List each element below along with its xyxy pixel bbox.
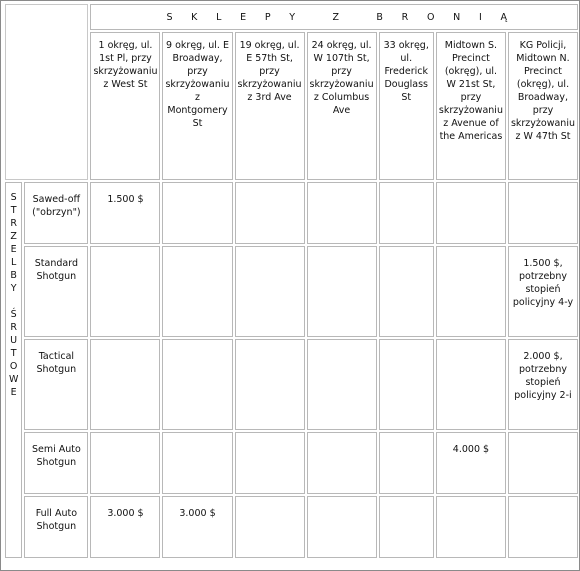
price-cell bbox=[235, 339, 305, 430]
store-header bbox=[508, 32, 578, 180]
price-cell bbox=[90, 246, 160, 337]
store-header-label: KG Policji, Midtown N. Precinct (okręg), ul. Broadway, przy skrzyżowaniu z W 47th St bbox=[510, 40, 575, 142]
price-cell bbox=[307, 339, 377, 430]
corner-cell bbox=[5, 4, 88, 180]
weapon-name: Standard Shotgun bbox=[24, 246, 88, 337]
price-cell bbox=[508, 339, 578, 430]
price-value: 3.000 $ bbox=[179, 508, 216, 519]
price-cell bbox=[379, 182, 434, 244]
table-row bbox=[5, 432, 578, 494]
store-header bbox=[436, 32, 506, 180]
shops-title-letter: E bbox=[240, 11, 247, 23]
price-cell bbox=[307, 246, 377, 337]
weapon-name: Tactical Shotgun bbox=[24, 339, 88, 430]
price-cell bbox=[235, 182, 305, 244]
price-cell bbox=[162, 496, 232, 558]
weapon-name: Sawed-off ("obrzyn") bbox=[24, 182, 88, 244]
price-cell bbox=[436, 339, 506, 430]
price-cell bbox=[379, 496, 434, 558]
table-row bbox=[5, 182, 578, 244]
price-cell bbox=[379, 432, 434, 494]
price-cell bbox=[162, 246, 232, 337]
price-cell bbox=[508, 182, 578, 244]
category-side-letter: S bbox=[10, 192, 17, 203]
category-side-letter: R bbox=[10, 218, 17, 229]
store-header bbox=[379, 32, 434, 180]
price-cell bbox=[90, 182, 160, 244]
table-row bbox=[5, 496, 578, 558]
price-cell bbox=[307, 496, 377, 558]
price-cell bbox=[90, 496, 160, 558]
price-cell bbox=[436, 246, 506, 337]
table-row bbox=[5, 339, 578, 430]
store-header bbox=[235, 32, 305, 180]
category-side-letter: U bbox=[10, 335, 18, 346]
category-side-letter: B bbox=[10, 270, 17, 281]
category-side-letter: W bbox=[8, 374, 19, 385]
category-side-label bbox=[5, 182, 22, 558]
price-value: 1.500 $, potrzebny stopień policyjny 4-y bbox=[512, 258, 574, 308]
category-side-letter: Y bbox=[10, 283, 17, 294]
category-side-letter: O bbox=[9, 361, 18, 372]
category-side-letter: E bbox=[10, 244, 17, 255]
price-cell bbox=[90, 339, 160, 430]
shops-title-letter: Y bbox=[289, 11, 296, 23]
store-header-label: 33 okręg, ul. Frederick Douglass St bbox=[383, 40, 429, 103]
shops-title-letter: Ą bbox=[500, 11, 507, 23]
shops-title-letter: Z bbox=[332, 11, 339, 23]
store-header-label: 24 okręg, ul. W 107th St, przy skrzyżowaniu z Columbus Ave bbox=[309, 40, 374, 116]
price-value: 1.500 $ bbox=[107, 194, 144, 205]
shops-title-letter: B bbox=[376, 11, 383, 23]
price-cell bbox=[379, 339, 434, 430]
price-cell bbox=[162, 339, 232, 430]
price-cell bbox=[436, 182, 506, 244]
shops-title-letter: L bbox=[216, 11, 222, 23]
price-value: 3.000 $ bbox=[107, 508, 144, 519]
category-side-letter: L bbox=[11, 257, 17, 268]
store-header-label: Midtown S. Precinct (okręg), ul. W 21st St, przy skrzyżowaniu z Avenue of the Americas bbox=[438, 40, 503, 142]
price-cell bbox=[508, 246, 578, 337]
weapon-shops-table bbox=[3, 2, 580, 560]
price-value: 4.000 $ bbox=[452, 444, 490, 455]
price-cell bbox=[379, 246, 434, 337]
price-cell bbox=[162, 432, 232, 494]
price-value: 2.000 $, potrzebny stopień policyjny 2-i bbox=[514, 351, 572, 401]
category-side-letter: T bbox=[10, 205, 17, 216]
shops-title-letter: K bbox=[191, 11, 198, 23]
shops-title-letter: P bbox=[264, 11, 271, 23]
shops-title-letter: I bbox=[478, 11, 482, 23]
category-side-letter: E bbox=[10, 387, 17, 398]
price-cell bbox=[90, 432, 160, 494]
store-header-label: 9 okręg, ul. E Broadway, przy skrzyżowaniu z Montgomery St bbox=[165, 40, 230, 129]
price-cell bbox=[235, 432, 305, 494]
category-side-letter: Ś bbox=[10, 309, 17, 320]
price-cell bbox=[235, 496, 305, 558]
price-cell bbox=[436, 432, 506, 494]
price-cell bbox=[162, 182, 232, 244]
store-header bbox=[307, 32, 377, 180]
shops-title-letter: O bbox=[426, 11, 435, 23]
price-cell bbox=[307, 182, 377, 244]
category-side-letter: R bbox=[10, 322, 17, 333]
category-side-letter: T bbox=[10, 348, 17, 359]
price-cell bbox=[307, 432, 377, 494]
store-header-label: 1 okręg, ul. 1st Pl, przy skrzyżowaniu z West St bbox=[93, 40, 158, 90]
price-cell bbox=[436, 496, 506, 558]
price-cell bbox=[235, 246, 305, 337]
shops-title-letter: N bbox=[453, 11, 461, 23]
shops-title-letter: R bbox=[401, 11, 409, 23]
category-side-letter bbox=[6, 295, 21, 308]
store-header bbox=[90, 32, 160, 180]
weapon-name: Semi Auto Shotgun bbox=[24, 432, 88, 494]
price-cell bbox=[508, 496, 578, 558]
store-header bbox=[162, 32, 232, 180]
weapon-name: Full Auto Shotgun bbox=[24, 496, 88, 558]
shops-title bbox=[90, 4, 578, 30]
store-header-label: 19 okręg, ul. E 57th St, przy skrzyżowaniu z 3rd Ave bbox=[237, 40, 302, 103]
price-cell bbox=[508, 432, 578, 494]
category-side-letter: Z bbox=[10, 231, 17, 242]
shops-title-letter: S bbox=[166, 11, 173, 23]
table-row bbox=[5, 246, 578, 337]
